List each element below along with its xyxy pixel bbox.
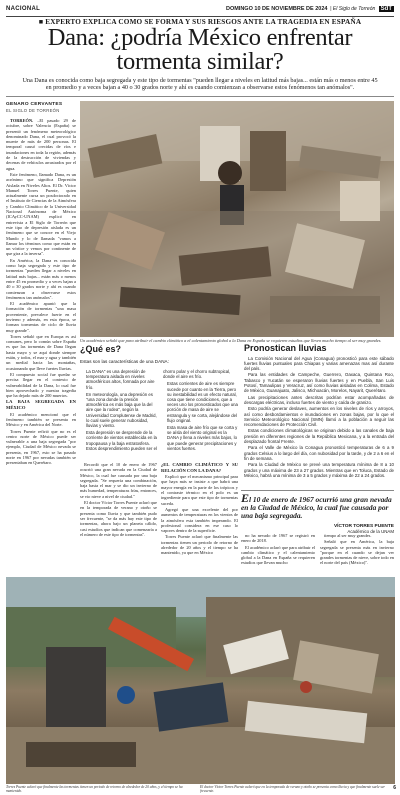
forecast-box — [244, 344, 394, 480]
forecast-body — [244, 356, 394, 480]
article-column-2 — [80, 462, 157, 574]
paragraph: Explicó que el mecanismo principal para que haya más se insiste a que habrá una mayor energía en la parte de los trópicos y el contraste térmico en el polo es un ingrediente para que este tipo de tormentas suceda. — [161, 474, 238, 506]
paragraph: Para el Valle de México la Conagua pronosticó temperaturas de 6 a 9 grados Celsius a lo largo del día, con nubosidad por la tarde, y de 2 a 6 en el fin de semana. — [244, 445, 394, 461]
fact-item: chorro polar y el chorro subtropical, donde el aire es frío. — [163, 369, 231, 380]
paragraph: La Comisión Nacional del Agua (Conagua) pronosticó para este sábado fuertes lluvias puntuales para Chiapas y varias amenazas mas así durante del país. — [244, 355, 394, 372]
paragraph: –El pasado 29 de octubre, sobre Valencia (España) se presentó un fenómeno meteorológico denominado Dana, el cual provocó la muerte de más de 200 personas. El temporal causó crecidas de ríos e inundaciones en toda la región, además de la destrucción de viviendas y decenas de vehículos arrastrados por el agua. — [6, 118, 76, 171]
fact-item: • Esta masa de aire frío que se corta y se aísla del viento original es la DANA y llena a niveles más bajos, lo que puede generar precipitaciones y vientos fuertes. — [167, 425, 238, 451]
page-number: 6 — [393, 785, 396, 791]
pull-quote-role: Académico de la UNAM — [347, 528, 394, 534]
facts-list-left — [80, 369, 157, 457]
publication-name: El Siglo de Torreón — [332, 6, 376, 12]
paragraph: Las precipitaciones antes descritas podrían estar acompañadas de descargas eléctricas, incluso fuertes de viento y caída de granizo. — [244, 394, 394, 405]
paragraph: no ha nevado de 1967 se registró en enero de 2018. — [241, 533, 315, 544]
paragraph: tiempo al ser muy grandes. — [324, 533, 372, 538]
paragraph: El académico aclaró que para atribuir el cambio climático y el calentamiento global a la Dana en España se requieren estudios que llevan mucho — [241, 544, 315, 566]
main-photo-caption: Un académico señaló que para atribuir el cambio climático a el calentamiento global a la Dana en España se requieren estudios que lleven mucho tiempo al ser muy grandes. — [80, 338, 382, 343]
bottom-photo-flood-aftermath — [6, 577, 395, 784]
paragraph: Este fenómeno, llamado Dana, es un acrónimo que significa Depresión Aislada en Niveles Altos. El Dr. Víctor Manuel Torres Puente, quien actualmente cursa un posdoctorado en el Instituto de Ciencias de la Atmósfera y Cambio Climático de la Universidad Nacional Autónoma de México (ICAyCC-UNAM) explicó en entrevista a El Siglo de Torreón que este tipo de depresión aislada es un fenómeno que se conoce en el Viejo Mundo y lo de llamada "vamos a llamar los términos como que están en un vórtice y vemos por continente de que gira a la inversa". — [6, 171, 76, 257]
paragraph: Torres señaló que en Europa es así comunes, pero lo común sobre España es que las tormentas de Dana llegan hasta mayo y se aquí donde siempre están, y todos, el mar y agua y también un medial hacia las montañas, ocasionando que lleve fuertes lluvias. — [6, 333, 76, 371]
subheading: ¿EL CAMBIO CLIMÁTICO Y SU RELACIÓN CON LA DANA? — [161, 462, 238, 473]
paragraph: Para la Ciudad de México se prevé una temperatura mínima de 8 a 10 grados y una máxima de 23 a 27 grados. Mientras que en Toluca, Estado de México, habrá una mínima de 3 a 5 grados y máxima de 22 a 24 grados. — [244, 462, 394, 478]
paragraph: Estas condiciones climatológicas se originan debido a las canales de baja presión en diferentes regiones de la República Mexicana, y a la entrada del desplazado frontal Frente. — [244, 428, 394, 445]
paragraph: Torres Puente aclaró que finalmente las tormentas tienen un periodo de retorno de alrededor de 20 años y el tiempo se ha mantenido, ya que en México — [161, 534, 238, 556]
page-header — [6, 4, 394, 17]
paragraph: Torres Puente refirió que no es el centro norte de México puede ser vulnerable a una baja segregada "por ejemplo, Ciudad de México nevada se presenta, en 1967, esto se ha pasado norte en 1967 por nevadas también se presentaban en Querétaro. — [6, 428, 76, 466]
paragraph: Recordó que el 10 de enero de 1967 ocurrió una gran nevada en la Ciudad de México, la cual fue causada por una baja segregada. "Se requería una combinación, baja basta el mar y se dio un invierno de más humedad, temperaturas frías, entonces, se vio nieve a nivel de ciudad." — [80, 462, 157, 499]
paragraph: Señaló que en América, la baja segregada se presenta más en invierno "porque en el cuando se dejan ver grandes tormentas de nieve, sobre todo en el norte del país (México)". — [320, 539, 394, 566]
article-column-5 — [320, 533, 394, 575]
article-column-4 — [241, 533, 315, 575]
headline-rule — [6, 96, 394, 97]
subheading: LA BAJA SEGREGADA EN MÉXICO — [6, 399, 76, 411]
fact-item: • En meteorología, una depresión es "una zona donde la presión atmosférica es más baja que la del aire que la rodea", según la Universidad Complutense de Madrid, lo cual suele generar nubosidad, lluvias y viento. — [86, 392, 157, 428]
article-column-3 — [161, 462, 238, 574]
pull-quote-author: VÍCTOR TORRES PUENTE — [333, 523, 394, 529]
headline: Dana: ¿podría México enfrentar tormenta similar? — [47, 24, 353, 75]
fact-item: • Estas corrientes de aire es siempre sucede por cuanto en la Tierra, pero su inestabilidad es un efecto natural, cosa que tiene condiciones, que a veces uno los pronosticados que una porción de masa de aire se estrangula y se corta, alejándose del flujo original. — [167, 381, 238, 423]
byline-author: GENARO CERVANTES — [6, 102, 63, 107]
bottom-photo-caption-left: Torres Puente aclaró que finalmente las tormentas tienen un periodo de retorno de alrededor de 20 años, y el tiempo se ha mantenido. — [6, 785, 183, 794]
facts-list-right — [161, 369, 238, 457]
edition-date: DOMINGO 10 DE NOVIEMBRE DE 2024 — [225, 6, 328, 12]
aftermath-illustration — [6, 577, 395, 784]
publication-logo: SdT — [380, 6, 392, 12]
paragraph: Para las entidades de Campeche, Guerrero, Oaxaca, Quintana Roo, Tabasco y Yucatán se esperaron lluvias fuertes y en Puebla, San Luis Potosí, Tamaulipas y Veracruz, así como lluvias aisladas en Colima, Estado de México, Guanajuato, Jalisco, Michoacán, Morelos, Nayarit, Querétaro. — [244, 372, 394, 394]
pull-quote-text: El 10 de enero de 1967 ocurrió una gran nevada en la Ciudad de México, la cual fue causada por una baja segregada. — [241, 491, 392, 521]
fact-item: • La DANA" es una depresión de temperatura aislada en niveles atmosféricos altos, formada por aire frío. — [86, 369, 157, 390]
paragraph: Esto podría generar deslaves, aumentos en los niveles de ríos y arroyos, así como desbordamientos e inundaciones en zonas bajas, por lo que el Servicio Meteorológico Nacional (SMN) llamó a la población a seguir las recomendaciones de Protección Civil. — [244, 406, 394, 428]
section-label: NACIONAL — [6, 6, 41, 12]
sidebar-subtitle: Estas son las características de una DANA: — [80, 359, 169, 364]
paragraph: En América, la Dana es conocida como baja segregada y este tipo de tormentas "pueden llegar a niveles en latitud más bajas... están más o menos entre 45 en promedio y a veces bajan a 40 o 30 grados norte y ahí es cuando comienzan a observarse estos fenómenos tan anómalos". — [6, 257, 76, 300]
dateline: TORREÓN. — [10, 118, 34, 123]
byline-outlet: EL SIGLO DE TORREÓN — [6, 108, 60, 113]
header-meta: DOMINGO 10 DE NOVIEMBRE DE 2024 | El Siglo de Torreón SdT — [225, 6, 392, 12]
kicker: ■ EXPERTO EXPLICA COMO SE FORMA Y SUS RIESGOS ANTE LA TRAGEDIA EN ESPAÑA — [38, 18, 362, 26]
deck: Una Dana es conocida como baja segregada y este tipo de tormentas "pueden llegar a niveles en latitud más bajas... están más o menos entre 45 en promedio y a veces bajan a 40 o 30 grados norte y ahí es cuando comienzan a observarse estos fenómenos tan anómalos". — [22, 77, 378, 92]
debris-illustration — [80, 101, 394, 337]
paragraph: El académico mencionó que el fenómeno también se presenta en México y en América del Norte. — [6, 411, 76, 428]
bottom-photo-caption-right: El doctor Víctor Torres Puente aclaró que en la temporada de verano y otoño se presenta como lluvia y que finalmente suele ser frecuente. — [200, 785, 385, 794]
forecast-title: Pronostican lluvias — [244, 343, 327, 353]
paragraph: El compuesto social fue quedar se precisa llegar en el contexto de vulnerabilidad de la Dana, lo cual fue bien aprovechado y nuestra tragedia que ha dejado más de 200 muertos. — [6, 371, 76, 399]
paragraph: Agregó que una excelente del por aumentos de temperaturas en los vientos de la atmósfera esta también imperando. El profesional considera en ese caso lo vapores dentro de la superficie. — [161, 506, 238, 534]
pull-quote — [241, 490, 394, 534]
byline — [6, 102, 78, 114]
main-photo-flood-debris — [80, 101, 394, 337]
article-column-1 — [6, 118, 76, 573]
paragraph: El doctor Víctor Torres Puente aclaró que en la temporada de verano y otoño se presenta como lluvia y que también pudo ser frecuente, "se da más hay este tipo de tormentas, ahora bajo un planeta cálido, casi estudios que indican que comenzaría a el número de este tipo de tormentas". — [80, 500, 157, 537]
fact-item: • Esta depresión se desprende de la corriente de vientos establecida en la tropopausa y la baja estratosfera. Estos desprendimiento pueden ser el — [86, 430, 157, 451]
paragraph: El académico apuntó que la formación de tormentas "una masa proveniente, prevalece fuerte en el invierno y además, en esta época, se forman tormentas de ciclo de lluvia muy grande". — [6, 301, 76, 333]
sidebar-title: ¿Qué es? — [80, 344, 122, 354]
